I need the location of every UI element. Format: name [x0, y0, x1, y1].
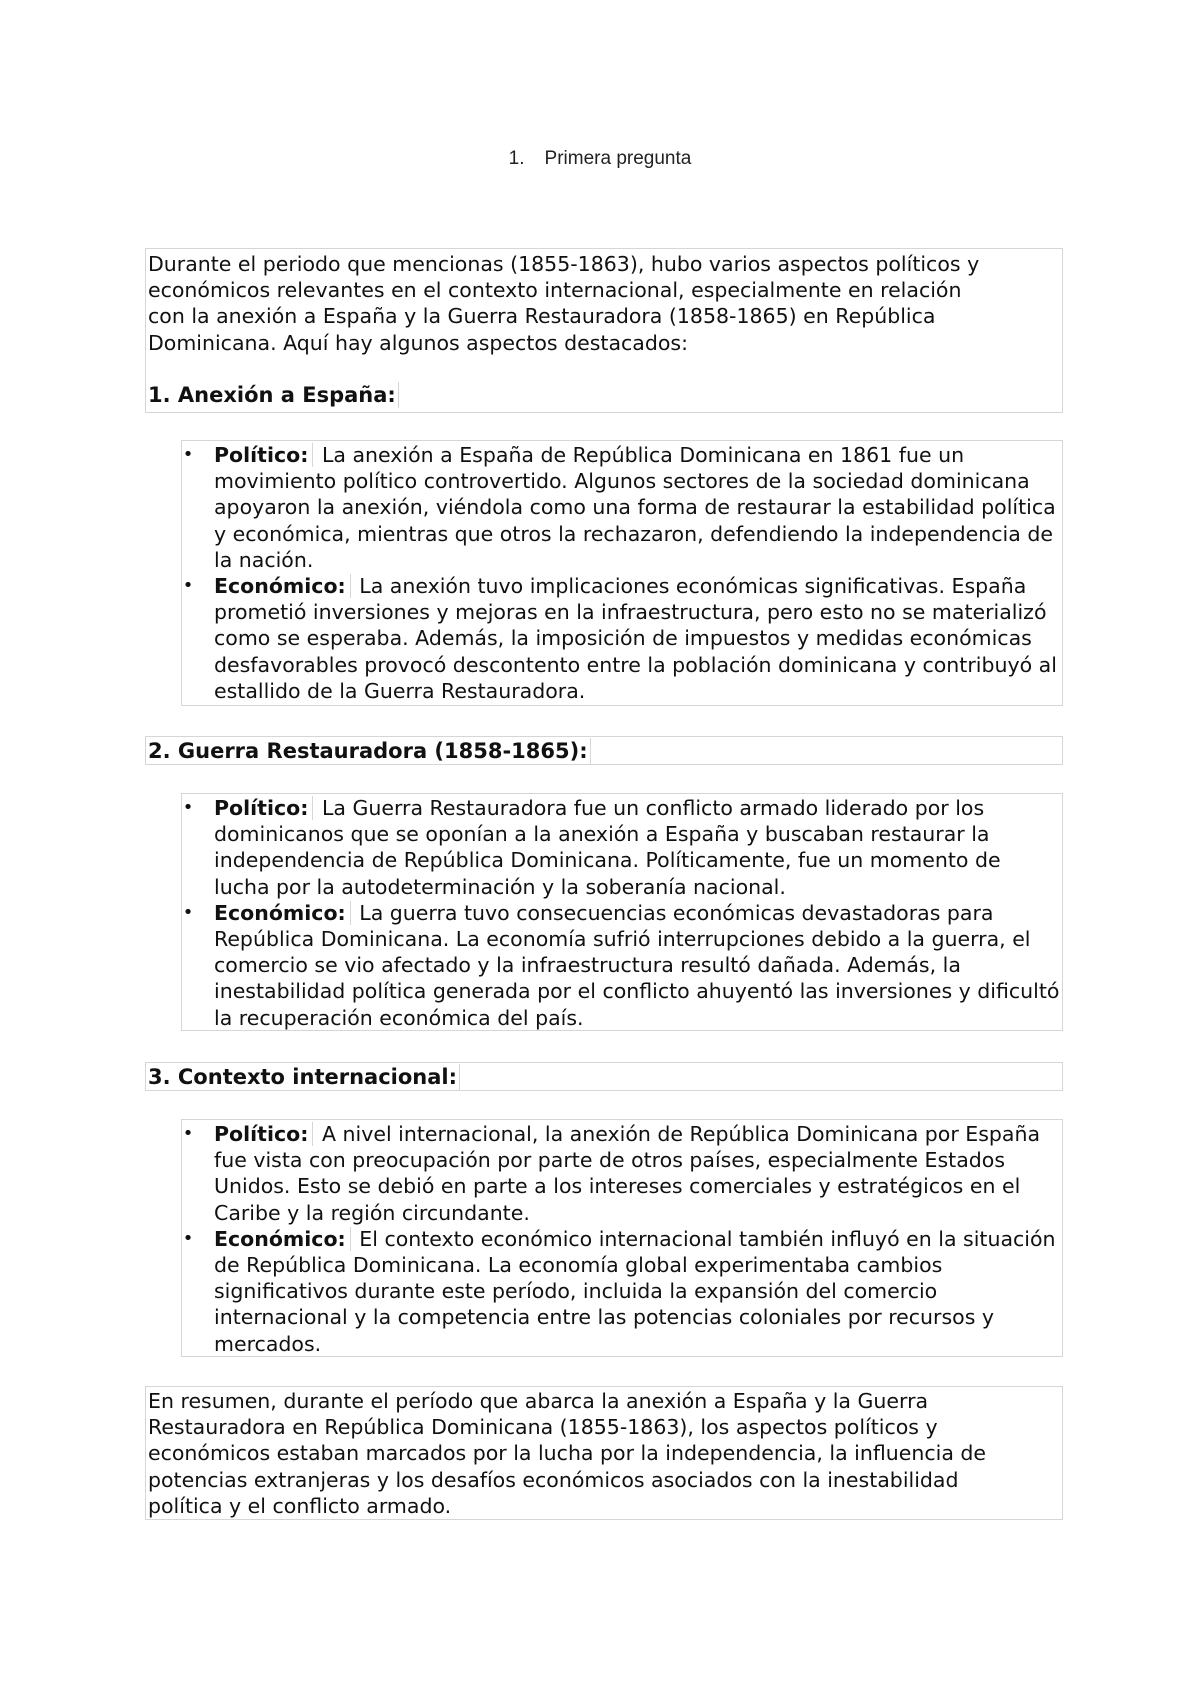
section-2-heading-box: [145, 736, 1063, 765]
section-2-list: [181, 793, 1063, 1031]
item-text: La anexión a España de República Dominicana en 1861 fue un movimiento político controvertido. Algunos sectores de la sociedad dominicana apoyaron la anexión, viéndola como una forma de restaurar la estabilidad política y económica, mientras que otros la rechazaron, defendiendo la independencia de la nación.: [214, 443, 1056, 572]
list-item: [178, 900, 1062, 1031]
list-item: [178, 1121, 1062, 1226]
item-label: Político:: [214, 1122, 313, 1146]
list-item: [178, 1226, 1062, 1357]
item-label: Económico:: [214, 574, 351, 598]
bullet-icon: •: [182, 1123, 194, 1144]
bullet-icon: •: [182, 901, 194, 923]
bullet-icon: •: [182, 575, 194, 597]
item-label: Económico:: [214, 901, 351, 925]
section-heading-3: 3. Contexto internacional:: [146, 1064, 1062, 1090]
title-number: 1.: [508, 148, 525, 169]
list-item: [178, 573, 1062, 704]
section-3-heading-box: [145, 1062, 1063, 1091]
title-text: Primera pregunta: [544, 148, 692, 169]
summary-block: [145, 1386, 1063, 1520]
item-label: Económico:: [214, 1227, 351, 1251]
item-text: A nivel internacional, la anexión de República Dominicana por España fue vista con preocupación por parte de otros países, especialmente Estados Unidos. Esto se debió en parte a los intereses comerciales y estratégicos en el Caribe y la región circundante.: [214, 1122, 1041, 1225]
list-item: [178, 795, 1062, 900]
item-text: La guerra tuvo consecuencias económicas devastadoras para República Dominicana. La economía sufrió interrupciones debido a la guerra, el comercio se vio afectado y la infraestructura resultó dañada. Además, la inestabilidad política generada por el conflicto ahuyentó las inversiones y dificultó la recuperación económica del país.: [214, 900, 1060, 1030]
bullet-icon: •: [182, 797, 194, 818]
item-text: La anexión tuvo implicaciones económicas significativas. España prometió inversiones y mejoras en la infraestructura, pero esto no se materializó como se esperaba. Además, la imposición de impuestos y medidas económicas desfavorables provocó descontento entre la población dominicana y contribuyó al estallido de la Guerra Restauradora.: [214, 574, 1057, 703]
intro-block: [145, 248, 1063, 413]
bullet-icon: •: [182, 444, 194, 465]
item-label: Político:: [214, 796, 313, 820]
list-item: [178, 442, 1062, 573]
section-1-list: [181, 440, 1063, 706]
bullet-icon: •: [182, 1227, 194, 1249]
summary-paragraph: En resumen, durante el período que abarca la anexión a España y la Guerra Restauradora en República Dominicana (1855-1863), los aspectos políticos y económicos estaban marcados por la lucha por la independencia, la influencia de potencias extranjeras y los desafíos económicos asociados con la inestabilidad política y el conflicto armado.: [148, 1389, 987, 1518]
item-text: El contexto económico internacional también influyó en la situación de República Dominicana. La economía global experimentaba cambios significativos durante este período, incluida la expansión del comercio internacional y la competencia entre las potencias coloniales por recursos y mercados.: [214, 1226, 1056, 1356]
section-heading-1: 1. Anexión a España:: [146, 382, 1062, 408]
item-text: La Guerra Restauradora fue un conflicto armado liderado por los dominicanos que se oponían a la anexión a España y buscaban restaurar la independencia de República Dominicana. Políticamente, fue un momento de lucha por la autodeterminación y la soberanía nacional.: [214, 796, 1001, 899]
section-3-list: [181, 1119, 1063, 1357]
page-title: [0, 148, 1200, 170]
intro-paragraph: Durante el periodo que mencionas (1855-1863), hubo varios aspectos políticos y económicos relevantes en el contexto internacional, especialmente en relación con la anexión a España y la Guerra Restauradora (1858-1865) en República Dominicana. Aquí hay algunos aspectos destacados:: [148, 252, 980, 355]
section-heading-2: 2. Guerra Restauradora (1858-1865):: [146, 738, 1062, 764]
item-label: Político:: [214, 443, 313, 467]
